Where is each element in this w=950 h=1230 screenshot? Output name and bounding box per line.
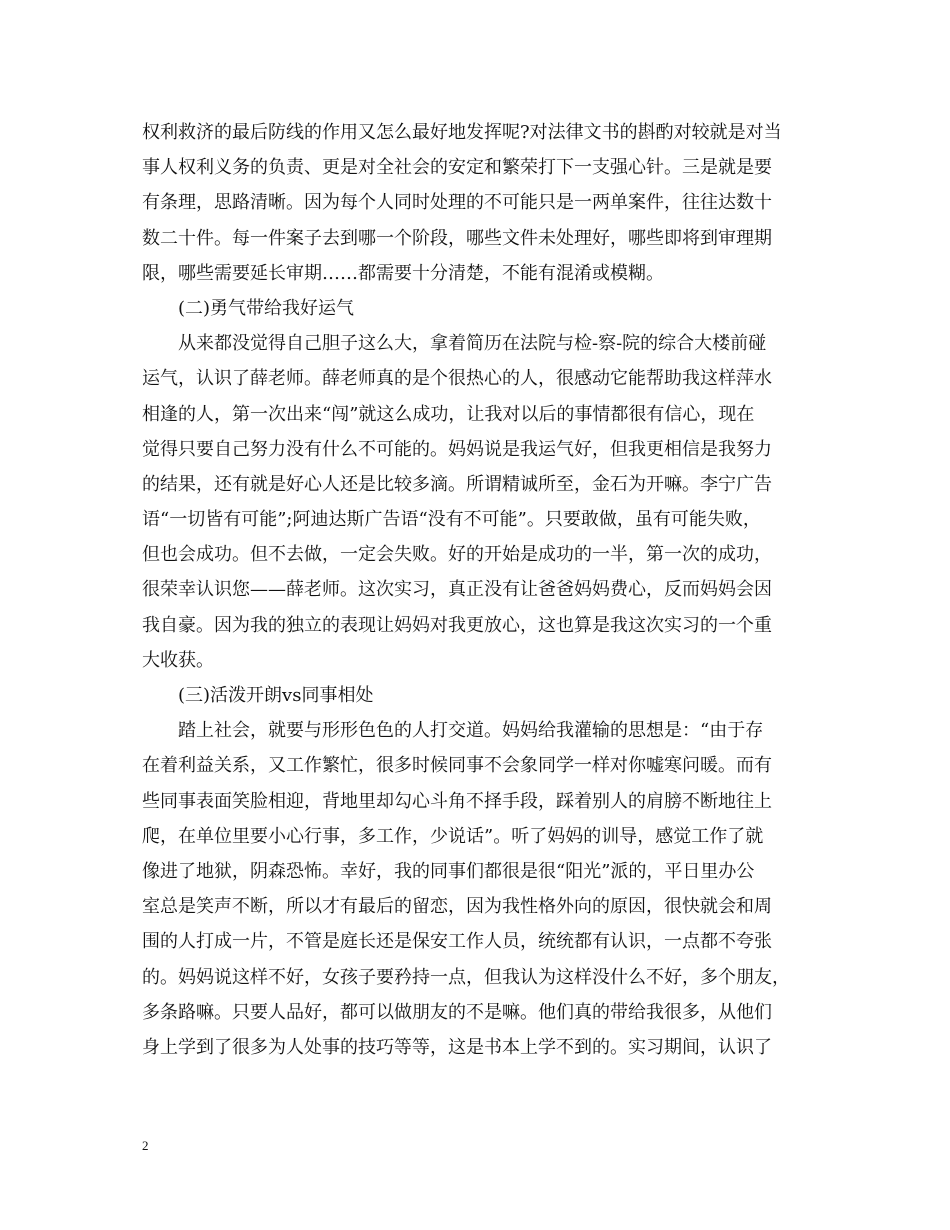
- text-line: 在着利益关系，又工作繁忙，很多时候同事不会象同学一样对你嘘寒问暖。而有: [142, 755, 772, 777]
- document-body: [142, 115, 822, 1065]
- text-line: 像进了地狱，阴森恐怖。幸好，我的同事们都很是很“阳光”派的，平日里办公: [142, 860, 755, 882]
- text-line: 相逢的人，第一次出来“闯”就这么成功，让我对以后的事情都很有信心，现在: [142, 403, 755, 425]
- text-line: 但也会成功。但不去做，一定会失败。好的开始是成功的一半，第一次的成功，: [142, 544, 772, 566]
- text-line: 大收获。: [142, 649, 214, 671]
- text-line: 觉得只要自己努力没有什么不可能的。妈妈说是我运气好，但我更相信是我努力: [142, 438, 772, 460]
- text-line: 运气，认识了薛老师。薛老师真的是个很热心的人，很感动它能帮助我这样萍水: [142, 368, 772, 390]
- text-line: 有条理，思路清晰。因为每个人同时处理的不可能只是一两单案件，往往达数十: [142, 192, 772, 214]
- text-line: 爬，在单位里要小心行事，多工作，少说话”。听了妈妈的训导，感觉工作了就: [142, 825, 764, 847]
- text-line: 的结果，还有就是好心人还是比较多滴。所谓精诚所至，金石为开嘛。李宁广告: [142, 473, 772, 495]
- text-line: 事人权利义务的负责、更是对全社会的安定和繁荣打下一支强心针。三是就是要: [142, 157, 772, 179]
- text-line: 围的人打成一片，不管是庭长还是保安工作人员，统统都有认识，一点都不夸张: [142, 931, 772, 953]
- text-line: 多条路嘛。只要人品好，都可以做朋友的不是嘛。他们真的带给我很多，从他们: [142, 1001, 772, 1023]
- section-heading: (二)勇气带给我好运气: [178, 297, 355, 319]
- text-line: 很荣幸认识您——薛老师。这次实习，真正没有让爸爸妈妈费心，反而妈妈会因: [142, 579, 772, 601]
- paragraph-first-line: 从来都没觉得自己胆子这么大，拿着简历在法院与检-察-院的综合大楼前碰: [178, 333, 767, 355]
- text-line: 的。妈妈说这样不好，女孩子要矜持一点，但我认为这样没什么不好，多个朋友，: [142, 966, 790, 988]
- paragraph-first-line: 踏上社会，就要与形形色色的人打交道。妈妈给我灌输的思想是：“由于存: [178, 720, 764, 742]
- text-line: 数二十件。每一件案子去到哪一个阶段，哪些文件未处理好，哪些即将到审理期: [142, 227, 772, 249]
- text-line: 我自豪。因为我的独立的表现让妈妈对我更放心，这也算是我这次实习的一个重: [142, 614, 772, 636]
- page-number: 2: [142, 1138, 149, 1153]
- text-line: 权利救济的最后防线的作用又怎么最好地发挥呢?对法律文书的斟酌对较就是对当: [142, 122, 782, 143]
- text-line: 身上学到了很多为人处事的技巧等等，这是书本上学不到的。实习期间，认识了: [142, 1036, 772, 1058]
- text-line: 语“一切皆有可能”;阿迪达斯广告语“没有不可能”。只要敢做，虽有可能失败，: [142, 509, 761, 531]
- section-heading: (三)活泼开朗vs同事相处: [178, 685, 374, 706]
- text-line: 些同事表面笑脸相迎，背地里却勾心斗角不择手段，踩着别人的肩膀不断地往上: [142, 790, 772, 812]
- text-line: 室总是笑声不断，所以才有最后的留恋，因为我性格外向的原因，很快就会和周: [142, 896, 772, 918]
- text-line: 限，哪些需要延长审期……都需要十分清楚，不能有混淆或模糊。: [142, 262, 664, 284]
